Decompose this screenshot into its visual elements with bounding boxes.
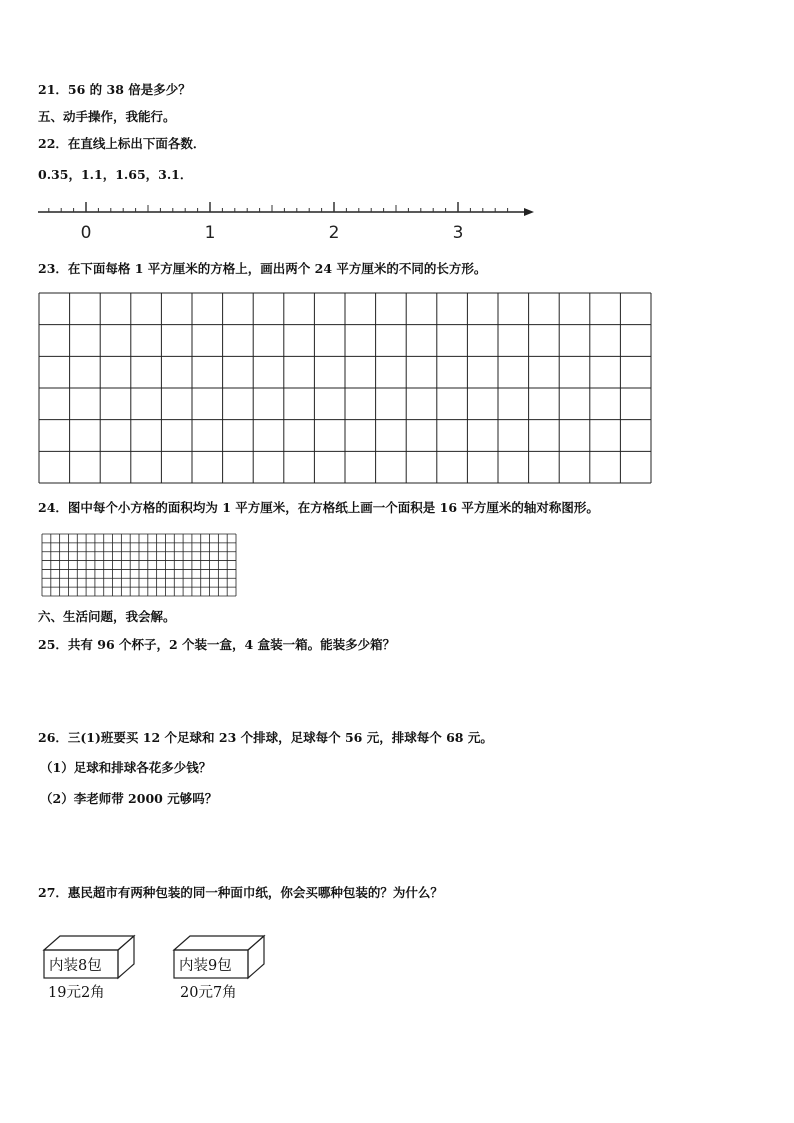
package-box-1 — [42, 934, 142, 986]
question-25: 25．共有 96 个杯子，2 个装一盒，4 盒装一箱。能装多少箱？ — [38, 637, 396, 652]
question-23: 23．在下面每格 1 平方厘米的方格上，画出两个 24 平方厘米的不同的长方形。 — [38, 261, 487, 276]
package-1-label: 内装8包 — [49, 958, 102, 974]
square-grid-23 — [38, 292, 652, 484]
package-1-price: 19元2角 — [48, 985, 105, 1001]
package-box-2 — [172, 934, 272, 986]
question-22-numbers: 0.35，1.1，1.65，3.1． — [38, 167, 193, 182]
question-26: 26．三(1)班要买 12 个足球和 23 个排球，足球每个 56 元，排球每个 68 元。 — [38, 730, 493, 745]
number-line-label: 0 — [80, 223, 92, 243]
section-5-heading: 五、动手操作，我能行。 — [38, 109, 176, 124]
number-line-label: 1 — [204, 223, 216, 243]
question-22: 22．在直线上标出下面各数． — [38, 136, 206, 151]
number-line — [34, 196, 544, 246]
square-grid-24 — [41, 533, 237, 597]
package-2-label: 内装9包 — [179, 958, 232, 974]
number-line-label: 3 — [452, 223, 464, 243]
question-26-part-1: （1）足球和排球各花多少钱？ — [40, 760, 212, 775]
number-line-label: 2 — [328, 223, 340, 243]
question-24: 24．图中每个小方格的面积均为 1 平方厘米，在方格纸上画一个面积是 16 平方厘米的轴对称图形。 — [38, 500, 599, 515]
section-6-heading: 六、生活问题，我会解。 — [38, 609, 176, 624]
package-2-price: 20元7角 — [180, 985, 237, 1001]
question-26-part-2: （2）李老师带 2000 元够吗？ — [40, 791, 218, 806]
question-27: 27．惠民超市有两种包装的同一种面巾纸，你会买哪种包装的？为什么？ — [38, 885, 443, 900]
question-21: 21．56 的 38 倍是多少？ — [38, 82, 191, 97]
arrow-icon — [524, 208, 534, 216]
